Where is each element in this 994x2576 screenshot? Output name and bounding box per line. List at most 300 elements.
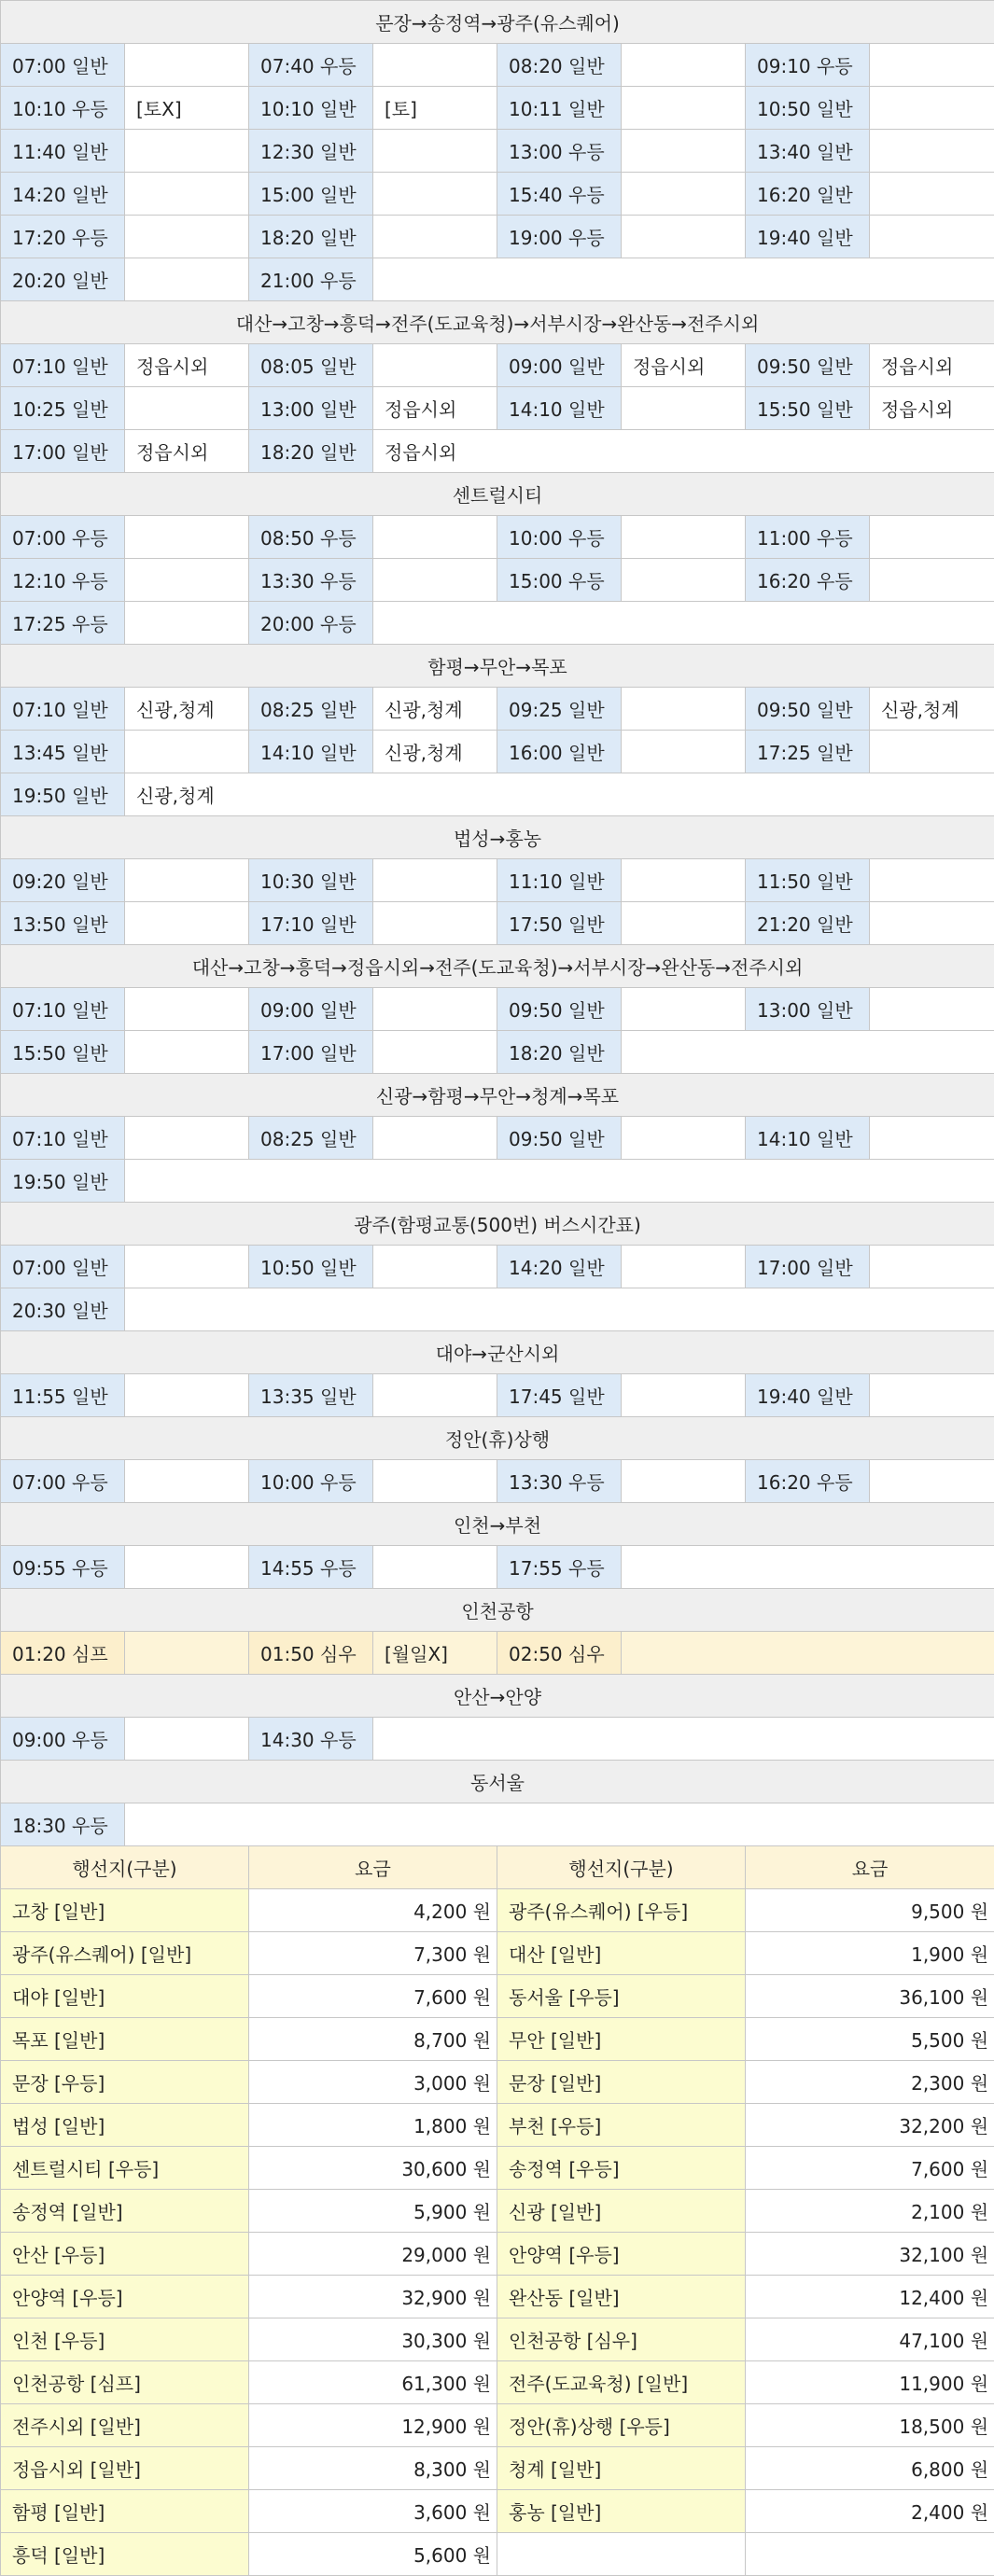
departure-time: 07:00 일반 bbox=[1, 1246, 125, 1288]
route-note bbox=[622, 1460, 746, 1503]
schedule-row bbox=[1, 87, 994, 130]
departure-time: 13:30 우등 bbox=[249, 559, 373, 602]
departure-time: 20:00 우등 bbox=[249, 602, 373, 645]
section-header-row bbox=[1, 1417, 994, 1460]
schedule-row bbox=[1, 430, 994, 473]
schedule-row bbox=[1, 773, 994, 816]
departure-time: 16:20 우등 bbox=[746, 1460, 870, 1503]
route-note bbox=[373, 258, 994, 301]
route-note: 정읍시외 bbox=[870, 387, 994, 430]
departure-time: 11:55 일반 bbox=[1, 1374, 125, 1417]
fare-row bbox=[1, 2318, 994, 2361]
fare-destination: 흥덕 [일반] bbox=[1, 2533, 249, 2576]
fare-row bbox=[1, 2447, 994, 2490]
departure-time: 08:25 일반 bbox=[249, 688, 373, 731]
departure-time: 08:25 일반 bbox=[249, 1117, 373, 1160]
fare-amount: 32,900 원 bbox=[249, 2276, 497, 2318]
departure-time: 10:30 일반 bbox=[249, 859, 373, 902]
departure-time: 10:11 일반 bbox=[497, 87, 622, 130]
departure-time: 08:50 우등 bbox=[249, 516, 373, 559]
departure-time: 13:35 일반 bbox=[249, 1374, 373, 1417]
route-note bbox=[870, 1117, 994, 1160]
fare-destination: 청계 [일반] bbox=[497, 2447, 746, 2490]
departure-time: 07:10 일반 bbox=[1, 688, 125, 731]
fare-destination: 홍농 [일반] bbox=[497, 2490, 746, 2533]
schedule-row bbox=[1, 731, 994, 773]
departure-time: 08:05 일반 bbox=[249, 344, 373, 387]
section-header-row bbox=[1, 1, 994, 44]
route-note: 정읍시외 bbox=[373, 430, 994, 473]
departure-time: 19:50 일반 bbox=[1, 1160, 125, 1203]
route-note bbox=[373, 902, 497, 945]
departure-time: 07:00 우등 bbox=[1, 516, 125, 559]
route-note bbox=[870, 988, 994, 1031]
route-note bbox=[622, 1031, 994, 1074]
fare-destination: 광주(유스퀘어) [우등] bbox=[497, 1889, 746, 1932]
route-note bbox=[622, 87, 746, 130]
departure-time: 13:00 우등 bbox=[497, 130, 622, 173]
fare-row bbox=[1, 2018, 994, 2061]
departure-time: 15:00 일반 bbox=[249, 173, 373, 216]
departure-time: 17:55 우등 bbox=[497, 1546, 622, 1589]
fare-destination: 안양역 [우등] bbox=[1, 2276, 249, 2318]
schedule-row bbox=[1, 44, 994, 87]
route-note bbox=[870, 516, 994, 559]
route-note bbox=[125, 1546, 249, 1589]
fare-amount: 29,000 원 bbox=[249, 2233, 497, 2276]
route-note bbox=[622, 1246, 746, 1288]
fare-destination: 송정역 [우등] bbox=[497, 2147, 746, 2190]
section-header-row bbox=[1, 1675, 994, 1718]
schedule-row bbox=[1, 1117, 994, 1160]
departure-time: 13:30 우등 bbox=[497, 1460, 622, 1503]
route-note bbox=[870, 1460, 994, 1503]
departure-time: 01:50 심우 bbox=[249, 1632, 373, 1675]
route-note bbox=[870, 1246, 994, 1288]
route-note bbox=[622, 1546, 994, 1589]
schedule-row bbox=[1, 859, 994, 902]
route-title: 함평→무안→목포 bbox=[1, 645, 994, 688]
route-note bbox=[125, 173, 249, 216]
route-note bbox=[373, 130, 497, 173]
departure-time: 07:10 일반 bbox=[1, 344, 125, 387]
route-title: 법성→홍농 bbox=[1, 816, 994, 859]
fare-header-row bbox=[1, 1846, 994, 1889]
departure-time: 21:00 우등 bbox=[249, 258, 373, 301]
route-note: [월일X] bbox=[373, 1632, 497, 1675]
schedule-row bbox=[1, 1288, 994, 1331]
departure-time: 18:20 일반 bbox=[249, 216, 373, 258]
departure-time: 09:00 일반 bbox=[249, 988, 373, 1031]
fare-row bbox=[1, 2404, 994, 2447]
route-note bbox=[125, 1031, 249, 1074]
route-note bbox=[622, 559, 746, 602]
fare-destination: 대산 [일반] bbox=[497, 1932, 746, 1975]
route-note: 신광,청계 bbox=[125, 688, 249, 731]
departure-time: 17:00 일반 bbox=[1, 430, 125, 473]
departure-time: 01:20 심프 bbox=[1, 1632, 125, 1675]
schedule-row bbox=[1, 173, 994, 216]
fare-row bbox=[1, 1932, 994, 1975]
route-note bbox=[125, 859, 249, 902]
departure-time: 14:30 우등 bbox=[249, 1718, 373, 1761]
route-title: 대산→고창→흥덕→전주(도교육청)→서부시장→완산동→전주시외 bbox=[1, 301, 994, 344]
route-title: 광주(함평교통(500번) 버스시간표) bbox=[1, 1203, 994, 1246]
fare-amount: 1,900 원 bbox=[746, 1932, 994, 1975]
route-note bbox=[373, 1374, 497, 1417]
fare-row bbox=[1, 2361, 994, 2404]
section-header-row bbox=[1, 945, 994, 988]
departure-time: 19:40 일반 bbox=[746, 216, 870, 258]
route-title: 정안(휴)상행 bbox=[1, 1417, 994, 1460]
fare-destination: 신광 [일반] bbox=[497, 2190, 746, 2233]
route-note bbox=[373, 344, 497, 387]
schedule-row bbox=[1, 387, 994, 430]
fare-destination: 문장 [우등] bbox=[1, 2061, 249, 2104]
section-header-row bbox=[1, 645, 994, 688]
fare-destination: 전주시외 [일반] bbox=[1, 2404, 249, 2447]
fare-amount: 32,200 원 bbox=[746, 2104, 994, 2147]
schedule-row bbox=[1, 1246, 994, 1288]
fare-destination: 무안 [일반] bbox=[497, 2018, 746, 2061]
schedule-row bbox=[1, 688, 994, 731]
departure-time: 15:50 일반 bbox=[746, 387, 870, 430]
route-note: 정읍시외 bbox=[125, 430, 249, 473]
schedule-row bbox=[1, 516, 994, 559]
route-note bbox=[622, 1632, 994, 1675]
departure-time: 07:10 일반 bbox=[1, 1117, 125, 1160]
fare-destination: 전주(도교육청) [일반] bbox=[497, 2361, 746, 2404]
fare-amount: 6,800 원 bbox=[746, 2447, 994, 2490]
route-note: 정읍시외 bbox=[622, 344, 746, 387]
route-note bbox=[125, 387, 249, 430]
route-note: 정읍시외 bbox=[870, 344, 994, 387]
route-title: 센트럴시티 bbox=[1, 473, 994, 516]
route-note bbox=[870, 173, 994, 216]
departure-time: 18:20 일반 bbox=[497, 1031, 622, 1074]
route-note bbox=[125, 1803, 994, 1846]
departure-time: 10:00 우등 bbox=[497, 516, 622, 559]
departure-time: 09:50 일반 bbox=[497, 988, 622, 1031]
route-note bbox=[373, 602, 994, 645]
fare-amount: 2,100 원 bbox=[746, 2190, 994, 2233]
schedule-row bbox=[1, 1546, 994, 1589]
route-note bbox=[870, 216, 994, 258]
route-note bbox=[125, 1288, 994, 1331]
departure-time: 09:55 우등 bbox=[1, 1546, 125, 1589]
schedule-row bbox=[1, 258, 994, 301]
route-title: 문장→송정역→광주(유스퀘어) bbox=[1, 1, 994, 44]
route-note: 신광,청계 bbox=[125, 773, 994, 816]
schedule-row bbox=[1, 1460, 994, 1503]
route-note bbox=[373, 859, 497, 902]
departure-time: 13:45 일반 bbox=[1, 731, 125, 773]
fare-amount: 7,600 원 bbox=[249, 1975, 497, 2018]
departure-time: 17:25 일반 bbox=[746, 731, 870, 773]
route-note bbox=[125, 1632, 249, 1675]
fare-row bbox=[1, 2147, 994, 2190]
fare-amount: 4,200 원 bbox=[249, 1889, 497, 1932]
route-note bbox=[622, 130, 746, 173]
departure-time: 11:00 우등 bbox=[746, 516, 870, 559]
departure-time: 19:40 일반 bbox=[746, 1374, 870, 1417]
route-note bbox=[870, 1374, 994, 1417]
fare-destination: 안산 [우등] bbox=[1, 2233, 249, 2276]
route-note bbox=[125, 988, 249, 1031]
route-note: 신광,청계 bbox=[870, 688, 994, 731]
fare-amount: 18,500 원 bbox=[746, 2404, 994, 2447]
departure-time: 07:10 일반 bbox=[1, 988, 125, 1031]
departure-time: 17:50 일반 bbox=[497, 902, 622, 945]
departure-time: 09:00 우등 bbox=[1, 1718, 125, 1761]
route-note: 정읍시외 bbox=[125, 344, 249, 387]
fare-row bbox=[1, 2276, 994, 2318]
route-note bbox=[373, 1718, 994, 1761]
fare-row bbox=[1, 2233, 994, 2276]
fare-price-header: 요금 bbox=[249, 1846, 497, 1889]
fare-amount: 12,900 원 bbox=[249, 2404, 497, 2447]
fare-destination: 동서울 [우등] bbox=[497, 1975, 746, 2018]
route-note bbox=[125, 130, 249, 173]
fare-destination: 인천 [우등] bbox=[1, 2318, 249, 2361]
route-note bbox=[870, 44, 994, 87]
departure-time: 13:40 일반 bbox=[746, 130, 870, 173]
route-note bbox=[622, 173, 746, 216]
route-note bbox=[373, 173, 497, 216]
route-note bbox=[373, 559, 497, 602]
route-note: 신광,청계 bbox=[373, 688, 497, 731]
fare-destination: 인천공항 [심프] bbox=[1, 2361, 249, 2404]
route-note: [토] bbox=[373, 87, 497, 130]
fare-row bbox=[1, 2533, 994, 2576]
schedule-row bbox=[1, 988, 994, 1031]
route-note bbox=[870, 859, 994, 902]
departure-time: 10:10 일반 bbox=[249, 87, 373, 130]
departure-time: 15:50 일반 bbox=[1, 1031, 125, 1074]
departure-time: 10:25 일반 bbox=[1, 387, 125, 430]
departure-time: 16:00 일반 bbox=[497, 731, 622, 773]
fare-destination-header: 행선지(구분) bbox=[497, 1846, 746, 1889]
route-note bbox=[622, 902, 746, 945]
schedule-row bbox=[1, 216, 994, 258]
fare-amount: 9,500 원 bbox=[746, 1889, 994, 1932]
section-header-row bbox=[1, 1203, 994, 1246]
route-note: 신광,청계 bbox=[373, 731, 497, 773]
departure-time: 11:10 일반 bbox=[497, 859, 622, 902]
route-note bbox=[622, 1117, 746, 1160]
route-note bbox=[125, 559, 249, 602]
fare-row bbox=[1, 2190, 994, 2233]
section-header-row bbox=[1, 301, 994, 344]
schedule-row bbox=[1, 1160, 994, 1203]
fare-destination: 센트럴시티 [우등] bbox=[1, 2147, 249, 2190]
departure-time: 09:50 일반 bbox=[746, 344, 870, 387]
departure-time: 09:10 우등 bbox=[746, 44, 870, 87]
route-title: 인천→부천 bbox=[1, 1503, 994, 1546]
departure-time: 10:00 우등 bbox=[249, 1460, 373, 1503]
departure-time: 14:10 일반 bbox=[746, 1117, 870, 1160]
section-header-row bbox=[1, 816, 994, 859]
departure-time: 20:30 일반 bbox=[1, 1288, 125, 1331]
departure-time: 16:20 일반 bbox=[746, 173, 870, 216]
route-note bbox=[125, 602, 249, 645]
schedule-row bbox=[1, 602, 994, 645]
fare-amount: 2,300 원 bbox=[746, 2061, 994, 2104]
fare-destination: 목포 [일반] bbox=[1, 2018, 249, 2061]
route-note bbox=[373, 1546, 497, 1589]
route-note bbox=[373, 988, 497, 1031]
route-note bbox=[373, 1117, 497, 1160]
fare-destination: 정읍시외 [일반] bbox=[1, 2447, 249, 2490]
fare-amount: 47,100 원 bbox=[746, 2318, 994, 2361]
schedule-row bbox=[1, 1632, 994, 1675]
section-header-row bbox=[1, 1761, 994, 1803]
departure-time: 21:20 일반 bbox=[746, 902, 870, 945]
fare-row bbox=[1, 2104, 994, 2147]
route-note bbox=[622, 859, 746, 902]
fare-amount: 3,000 원 bbox=[249, 2061, 497, 2104]
fare-destination: 고창 [일반] bbox=[1, 1889, 249, 1932]
departure-time: 10:10 우등 bbox=[1, 87, 125, 130]
departure-time: 19:00 우등 bbox=[497, 216, 622, 258]
route-note bbox=[622, 216, 746, 258]
departure-time: 12:30 일반 bbox=[249, 130, 373, 173]
schedule-row bbox=[1, 130, 994, 173]
route-title: 안산→안양 bbox=[1, 1675, 994, 1718]
route-note bbox=[125, 1160, 994, 1203]
route-title: 대산→고창→흥덕→정읍시외→전주(도교육청)→서부시장→완산동→전주시외 bbox=[1, 945, 994, 988]
departure-time: 10:50 일반 bbox=[746, 87, 870, 130]
fare-amount: 30,300 원 bbox=[249, 2318, 497, 2361]
route-note bbox=[870, 902, 994, 945]
departure-time: 14:20 일반 bbox=[1, 173, 125, 216]
departure-time: 17:10 일반 bbox=[249, 902, 373, 945]
route-note bbox=[125, 258, 249, 301]
departure-time: 18:30 우등 bbox=[1, 1803, 125, 1846]
section-header-row bbox=[1, 1503, 994, 1546]
route-title: 대야→군산시외 bbox=[1, 1331, 994, 1374]
fare-row bbox=[1, 2490, 994, 2533]
route-note bbox=[125, 44, 249, 87]
fare-destination: 안양역 [우등] bbox=[497, 2233, 746, 2276]
route-note bbox=[622, 731, 746, 773]
route-note bbox=[125, 1460, 249, 1503]
schedule-row bbox=[1, 1803, 994, 1846]
fare-amount: 36,100 원 bbox=[746, 1975, 994, 2018]
schedule-row bbox=[1, 1031, 994, 1074]
departure-time: 16:20 우등 bbox=[746, 559, 870, 602]
section-header-row bbox=[1, 473, 994, 516]
route-note bbox=[125, 731, 249, 773]
route-note bbox=[125, 1246, 249, 1288]
departure-time: 19:50 일반 bbox=[1, 773, 125, 816]
departure-time: 09:25 일반 bbox=[497, 688, 622, 731]
fare-amount: 2,400 원 bbox=[746, 2490, 994, 2533]
departure-time: 07:00 일반 bbox=[1, 44, 125, 87]
departure-time: 17:00 일반 bbox=[249, 1031, 373, 1074]
fare-destination: 광주(유스퀘어) [일반] bbox=[1, 1932, 249, 1975]
route-note bbox=[622, 44, 746, 87]
fare-destination bbox=[497, 2533, 746, 2576]
route-note bbox=[125, 902, 249, 945]
route-note bbox=[125, 516, 249, 559]
departure-time: 13:00 일반 bbox=[249, 387, 373, 430]
route-note bbox=[373, 44, 497, 87]
departure-time: 13:50 일반 bbox=[1, 902, 125, 945]
route-note bbox=[622, 988, 746, 1031]
fare-destination: 정안(휴)상행 [우등] bbox=[497, 2404, 746, 2447]
schedule-row bbox=[1, 344, 994, 387]
route-title: 동서울 bbox=[1, 1761, 994, 1803]
route-note: [토X] bbox=[125, 87, 249, 130]
fare-destination: 문장 [일반] bbox=[497, 2061, 746, 2104]
fare-amount: 30,600 원 bbox=[249, 2147, 497, 2190]
route-note bbox=[373, 1460, 497, 1503]
fare-amount: 1,800 원 bbox=[249, 2104, 497, 2147]
departure-time: 07:40 우등 bbox=[249, 44, 373, 87]
fare-destination: 완산동 [일반] bbox=[497, 2276, 746, 2318]
departure-time: 02:50 심우 bbox=[497, 1632, 622, 1675]
route-note bbox=[622, 1374, 746, 1417]
fare-destination: 법성 [일반] bbox=[1, 2104, 249, 2147]
departure-time: 09:50 일반 bbox=[497, 1117, 622, 1160]
departure-time: 17:25 우등 bbox=[1, 602, 125, 645]
fare-amount: 5,900 원 bbox=[249, 2190, 497, 2233]
schedule-row bbox=[1, 1718, 994, 1761]
departure-time: 10:50 일반 bbox=[249, 1246, 373, 1288]
fare-amount: 7,600 원 bbox=[746, 2147, 994, 2190]
route-note bbox=[870, 130, 994, 173]
fare-row bbox=[1, 1889, 994, 1932]
departure-time: 09:50 일반 bbox=[746, 688, 870, 731]
fare-row bbox=[1, 1975, 994, 2018]
route-note bbox=[125, 1718, 249, 1761]
route-note bbox=[622, 688, 746, 731]
route-title: 인천공항 bbox=[1, 1589, 994, 1632]
fare-amount: 8,700 원 bbox=[249, 2018, 497, 2061]
fare-destination: 송정역 [일반] bbox=[1, 2190, 249, 2233]
section-header-row bbox=[1, 1331, 994, 1374]
route-title: 신광→함평→무안→청계→목포 bbox=[1, 1074, 994, 1117]
departure-time: 17:45 일반 bbox=[497, 1374, 622, 1417]
fare-amount: 7,300 원 bbox=[249, 1932, 497, 1975]
fare-amount: 8,300 원 bbox=[249, 2447, 497, 2490]
departure-time: 17:00 일반 bbox=[746, 1246, 870, 1288]
departure-time: 14:10 일반 bbox=[249, 731, 373, 773]
route-note: 정읍시외 bbox=[373, 387, 497, 430]
departure-time: 12:10 우등 bbox=[1, 559, 125, 602]
fare-destination: 부천 [우등] bbox=[497, 2104, 746, 2147]
route-note bbox=[125, 1374, 249, 1417]
fare-amount: 11,900 원 bbox=[746, 2361, 994, 2404]
fare-destination: 인천공항 [심우] bbox=[497, 2318, 746, 2361]
route-note bbox=[373, 516, 497, 559]
departure-time: 11:40 일반 bbox=[1, 130, 125, 173]
timetable-body bbox=[1, 1, 994, 2576]
fare-price-header: 요금 bbox=[746, 1846, 994, 1889]
departure-time: 14:10 일반 bbox=[497, 387, 622, 430]
schedule-row bbox=[1, 1374, 994, 1417]
route-note bbox=[125, 216, 249, 258]
fare-amount: 5,600 원 bbox=[249, 2533, 497, 2576]
departure-time: 07:00 우등 bbox=[1, 1460, 125, 1503]
departure-time: 20:20 일반 bbox=[1, 258, 125, 301]
schedule-row bbox=[1, 559, 994, 602]
departure-time: 15:40 우등 bbox=[497, 173, 622, 216]
route-note bbox=[622, 387, 746, 430]
departure-time: 15:00 우등 bbox=[497, 559, 622, 602]
section-header-row bbox=[1, 1074, 994, 1117]
